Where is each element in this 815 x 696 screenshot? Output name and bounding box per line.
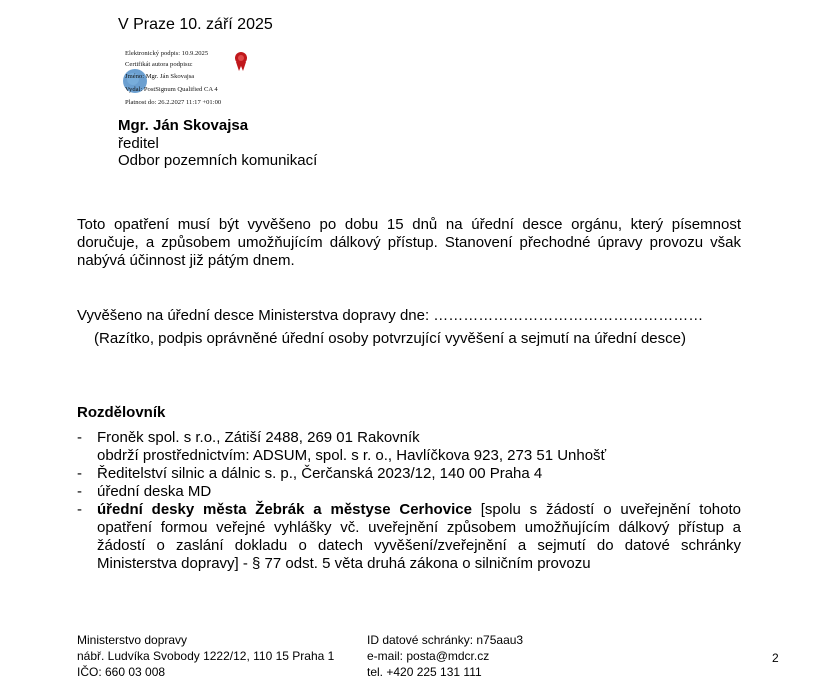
signature-line: Vydal: PostSignum Qualified CA 4 [125,86,218,93]
list-item-text: úřední deska MD [97,483,212,500]
document-date: V Praze 10. září 2025 [118,16,273,33]
list-dash: - [77,501,82,518]
list-item [77,501,741,573]
list-item [77,465,741,483]
posting-notice [77,216,741,270]
signature-line: Certifikát autora podpisu: [125,61,193,68]
posting-notice-text: Toto opatření musí být vyvěšeno po dobu 15 dnů na úřední desce orgánu, který písemnost doručuje, a způsobem umožňujícím dálkový přístup. Stanovení přechodné úpravy provozu však nabývá účinnost již pátým dnem. [77,216,741,269]
signature-line: Jméno: Mgr. Ján Skovajsa [125,73,195,80]
footer-org-name: Ministerstvo dopravy [77,633,188,647]
stamp-note: (Razítko, podpis oprávněné úřední osoby potvrzující vyvěšení a sejmutí na úřední desce) [94,330,686,347]
distribution-title: Rozdělovník [77,404,166,421]
footer-address: nábř. Ludvíka Svobody 1222/12, 110 15 Praha 1 [77,649,335,663]
signature-seal-icon [232,50,250,72]
list-item-bold-text: úřední desky města Žebrák a městyse Cerhovice [97,501,472,518]
page-number: 2 [772,651,779,665]
list-item-text: Froněk spol. s r.o., Zátiší 2488, 269 01 Rakovník [97,429,420,446]
signatory-role: ředitel [118,135,159,152]
list-dash: - [77,429,82,446]
list-item-text: Ředitelství silnic a dálnic s. p., Čerčanská 2023/12, 140 00 Praha 4 [97,465,543,482]
list-item-rest-text: [spolu s žádostí o uveřejnění tohoto opatření formou veřejné vyhlášky vč. uveřejnění způsobem umožňujícím dálkový přístup a žádostí o zaslání dokladu o datech vyvěšení/zveřejnění a sejmutí do datové schránky Ministerstva dopravy] - § 77 odst. 5 věta druhá zákona o silničním provozu [97,501,741,572]
electronic-signature-block [116,46,266,112]
list-dash: - [77,465,82,482]
footer-email: e-mail: posta@mdcr.cz [367,649,490,663]
footer-organization [77,632,334,680]
signature-line: Platnost do: 26.2.2027 11:17 +01:00 [125,99,222,106]
distribution-list [77,429,741,573]
signatory-name: Mgr. Ján Skovajsa [118,117,249,134]
footer-databox: ID datové schránky: n75aau3 [367,633,524,647]
footer-contacts [367,632,523,680]
footer-ico: IČO: 660 03 008 [77,665,166,679]
list-item-text [97,501,741,573]
footer-phone: tel. +420 225 131 111 [367,665,482,679]
list-item [77,429,741,465]
signatory-department: Odbor pozemních komunikací [118,152,318,169]
signature-line: Elektronický podpis: 10.9.2025 [125,50,209,57]
list-dash: - [77,483,82,500]
list-item-subtext: obdrží prostřednictvím: ADSUM, spol. s r. o., Havlíčkova 923, 273 51 Unhošť [97,447,607,464]
list-item [77,483,741,501]
posting-date-line: Vyvěšeno na úřední desce Ministerstva dopravy dne: ……………………………………………… [77,307,704,324]
